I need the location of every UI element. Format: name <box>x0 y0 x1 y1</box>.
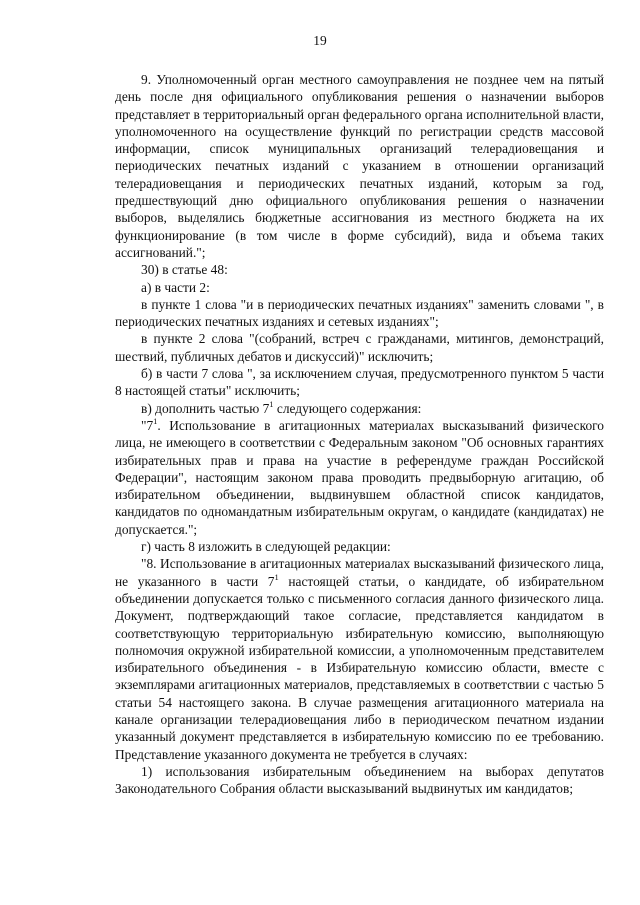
paragraph-text: в) дополнить частью 7 <box>141 400 270 416</box>
paragraph-point-2 <box>115 330 604 365</box>
paragraph-text: в пункте 2 слова "(собраний, встреч с гражданами, митингов, демонстраций, шествий, публичных дебатов и дискуссий)" исключить; <box>115 331 604 364</box>
paragraph-point-1 <box>115 296 604 331</box>
paragraph-item-30 <box>115 261 604 278</box>
superscript-index: 1 <box>274 571 279 582</box>
paragraph-item-9 <box>115 71 604 261</box>
paragraph-text: б) в части 7 слова ", за исключением случая, предусмотренного пунктом 5 части 8 настоящей статьи" исключить; <box>115 366 604 399</box>
superscript-index: 1 <box>269 398 274 409</box>
paragraph-text: "8. Использование в агитационных материалах высказываний физического лица, не указанного в части 7 <box>115 556 604 589</box>
paragraph-text: "7 <box>141 417 154 433</box>
paragraph-text: в пункте 1 слова "и в периодических печатных изданиях" заменить словами ", в периодических печатных изданиях и сетевых изданиях"; <box>115 296 604 330</box>
paragraph-text: 30) в статье 48: <box>141 262 228 278</box>
paragraph-text: 1) использования избирательным объединением на выборах депутатов Законодательного Собрания области высказываний выдвинутых им кандидатов; <box>115 763 604 797</box>
superscript-index: 1 <box>153 415 158 426</box>
paragraph-subitem-a <box>115 279 604 296</box>
paragraph-text-continued: . Использование в агитационных материалах высказываний физического лица, не имеющего в соответствии с Федеральным законом "Об основных гарантиях избирательных прав и права на участие в референдуме граждан Российской Федерации", настоящим законом права проводить предвыборную агитацию, об избирательном объединении, выдвинувшем областной список кандидатов, кандидатов по одномандатным избирательным округам, о кандидате (кандидатах) не допускается."; <box>115 417 604 537</box>
paragraph-case-1 <box>115 763 604 798</box>
paragraph-subitem-b <box>115 365 604 400</box>
paragraph-part-7-1 <box>115 417 604 538</box>
paragraph-part-8 <box>115 555 604 763</box>
paragraph-text-continued: следующего содержания: <box>273 400 422 416</box>
paragraph-text: 9. Уполномоченный орган местного самоуправления не позднее чем на пятый день после дня официального опубликования решения о назначении выборов представляет в территориальный орган федерального органа исполнительной власти, уполномоченного на осуществление функций по регистрации средств массовой информации, список муниципальных организаций телерадиовещания и периодических печатных изданий с указанием в отношении организаций телерадиовещания и периодических печатных изданий, которым за год, предшествующий дню официального опубликования решения о назначении выборов, выделялись бюджетные ассигнования из местного бюджета на их функционирование (в том числе в форме субсидий), вида и объема таких ассигнований."; <box>115 72 604 260</box>
document-body <box>115 71 604 797</box>
paragraph-subitem-g <box>115 538 604 555</box>
paragraph-text: г) часть 8 изложить в следующей редакции: <box>141 539 391 555</box>
paragraph-subitem-v <box>115 400 604 417</box>
page-number: 19 <box>313 33 327 48</box>
paragraph-text: а) в части 2: <box>141 279 210 295</box>
paragraph-text-continued: настоящей статьи, о кандидате, об избирательном объединении допускается только с письменного согласия данного физического лица. Документ, подтверждающий такое согласие, представляется кандидатом в соответствующую территориальную избирательную комиссию, выполняющую полномочия окружной избирательной комиссии, а уполномоченным представителем избирательного объединения - в Избирательную комиссию области, вместе с экземплярами агитационных материалов, представляемых в соответствии с частью 5 статьи 54 настоящего закона. В случае размещения агитационного материала на канале организации телерадиовещания либо в периодическом печатном издании указанный документ представляется в избирательную комиссию по ее требованию. Представление указанного документа не требуется в случаях: <box>115 573 604 762</box>
